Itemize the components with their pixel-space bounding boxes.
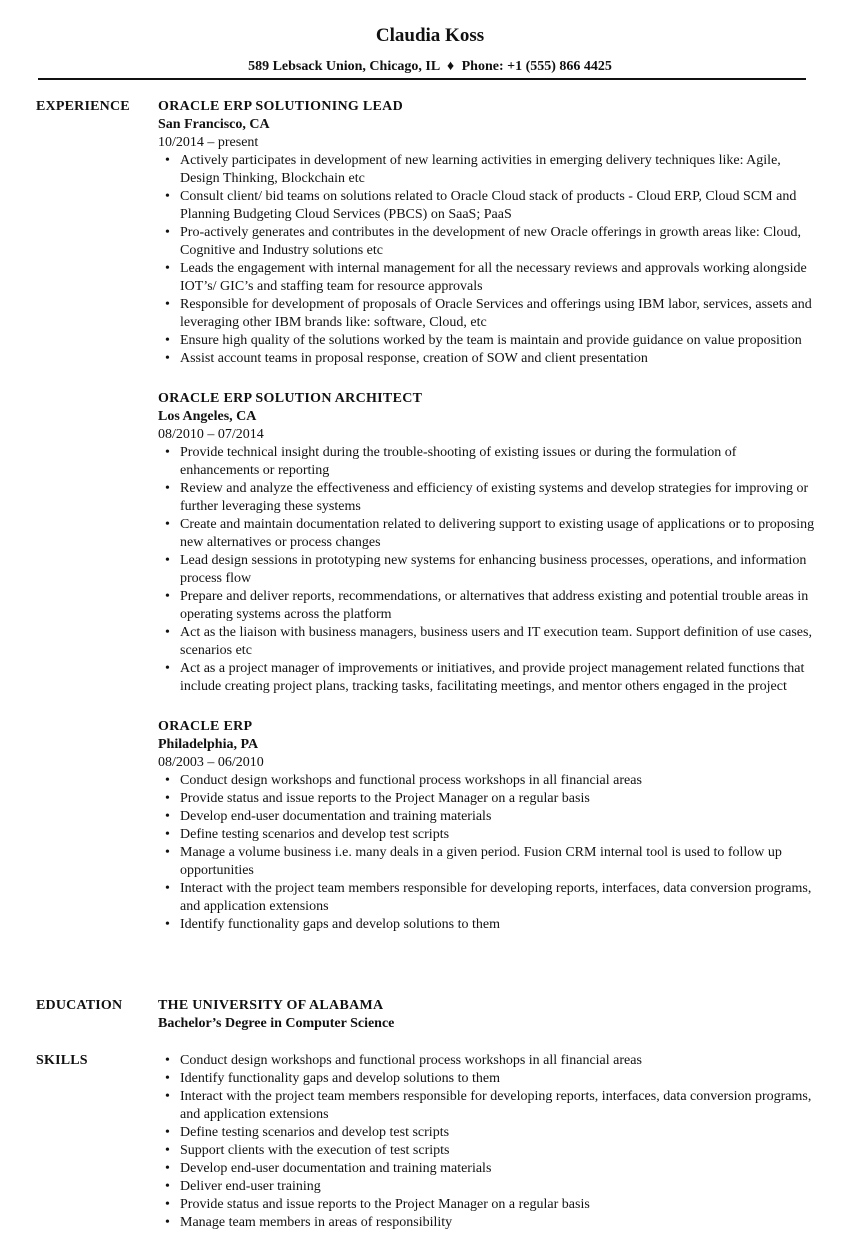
job-location: Los Angeles, CA: [158, 409, 257, 424]
list-item: • Leads the engagement with internal management for all the necessary reviews and approvals working alongside IOT’s/ GIC’s and staffing team for resource approvals: [165, 261, 807, 294]
bullet-icon: •: [165, 153, 170, 168]
bullet-icon: •: [165, 881, 170, 896]
list-item: • Identify functionality gaps and develop solutions to them: [165, 917, 500, 932]
skills-list: [158, 1052, 818, 1232]
list-item: • Review and analyze the effectiveness and efficiency of existing systems and develop strategies for improving or further leveraging these systems: [165, 481, 809, 514]
bullet-icon: •: [165, 625, 170, 640]
job-location: San Francisco, CA: [158, 117, 270, 132]
bullet-icon: •: [165, 297, 170, 312]
skills-bullets: [158, 1052, 818, 1232]
list-item: • Develop end-user documentation and training materials: [165, 809, 492, 824]
bullet-icon: •: [165, 517, 170, 532]
bullet-icon: •: [165, 773, 170, 788]
bullet-icon: •: [165, 661, 170, 676]
bullet-icon: •: [165, 1179, 170, 1194]
list-item: • Interact with the project team members responsible for developing reports, interfaces, data conversion programs, and application extensions: [165, 1089, 812, 1122]
job-dates: 10/2014 – present: [158, 135, 259, 150]
bullet-icon: •: [165, 917, 170, 932]
bullet-icon: •: [165, 1143, 170, 1158]
job-title: ORACLE ERP: [158, 719, 253, 734]
header-divider: [38, 78, 806, 80]
list-item: • Identify functionality gaps and develop solutions to them: [165, 1071, 500, 1086]
bullet-icon: •: [165, 261, 170, 276]
bullet-icon: •: [165, 189, 170, 204]
bullet-icon: •: [165, 1089, 170, 1104]
bullet-icon: •: [165, 225, 170, 240]
list-item: • Support clients with the execution of test scripts: [165, 1143, 450, 1158]
degree: Bachelor’s Degree in Computer Science: [158, 1016, 395, 1031]
list-item: • Deliver end-user training: [165, 1179, 321, 1194]
job-entry: [158, 390, 818, 696]
job-title: ORACLE ERP SOLUTIONING LEAD: [158, 99, 403, 114]
list-item: • Define testing scenarios and develop test scripts: [165, 1125, 450, 1140]
list-item: • Conduct design workshops and functional process workshops in all financial areas: [165, 773, 642, 788]
education-entry: [158, 997, 818, 1033]
job-bullets: [158, 152, 818, 368]
list-item: • Manage team members in areas of responsibility: [165, 1215, 453, 1230]
experience-list: [158, 98, 818, 956]
list-item: • Conduct design workshops and functional process workshops in all financial areas: [165, 1053, 642, 1068]
job-dates: 08/2010 – 07/2014: [158, 427, 264, 442]
diamond-separator-icon: ♦: [446, 59, 455, 74]
bullet-icon: •: [165, 1125, 170, 1140]
job-location: Philadelphia, PA: [158, 737, 259, 752]
list-item: • Act as a project manager of improvements or initiatives, and provide project management related functions that include creating project plans, tracking tasks, facilitating meetings, and mentor others engaged in the project: [165, 661, 805, 694]
list-item: • Develop end-user documentation and training materials: [165, 1161, 492, 1176]
section-label-education: EDUCATION: [36, 998, 123, 1013]
list-item: • Responsible for development of proposals of Oracle Services and offerings using IBM labor, services, assets and leveraging other IBM brands like: software, Cloud, etc: [165, 297, 812, 330]
list-item: • Define testing scenarios and develop test scripts: [165, 827, 450, 842]
bullet-icon: •: [165, 1197, 170, 1212]
candidate-name: Claudia Koss: [375, 25, 485, 46]
job-dates: 08/2003 – 06/2010: [158, 755, 264, 770]
job-title: ORACLE ERP SOLUTION ARCHITECT: [158, 391, 423, 406]
contact-line: [0, 58, 860, 76]
list-item: • Consult client/ bid teams on solutions related to Oracle Cloud stack of products - Cloud ERP, Cloud SCM and Planning Budgeting Cloud Services (PBCS) on SaaS; PaaS: [165, 189, 797, 222]
list-item: • Lead design sessions in prototyping new systems for enhancing business processes, operations, and information process flow: [165, 553, 807, 586]
list-item: • Create and maintain documentation related to delivering support to existing usage of applications or to proposing new alternatives or process changes: [165, 517, 815, 550]
school-name: THE UNIVERSITY OF ALABAMA: [158, 998, 384, 1013]
job-entry: [158, 718, 818, 934]
section-label-experience: EXPERIENCE: [36, 99, 130, 114]
section-label-skills: SKILLS: [36, 1053, 88, 1068]
bullet-icon: •: [165, 845, 170, 860]
address: 589 Lebsack Union, Chicago, IL: [248, 59, 440, 74]
bullet-icon: •: [165, 1161, 170, 1176]
list-item: • Provide status and issue reports to the Project Manager on a regular basis: [165, 791, 590, 806]
bullet-icon: •: [165, 827, 170, 842]
bullet-icon: •: [165, 1071, 170, 1086]
list-item: • Interact with the project team members responsible for developing reports, interfaces, data conversion programs, and application extensions: [165, 881, 812, 914]
bullet-icon: •: [165, 445, 170, 460]
bullet-icon: •: [165, 809, 170, 824]
bullet-icon: •: [165, 1053, 170, 1068]
phone: Phone: +1 (555) 866 4425: [461, 59, 612, 74]
list-item: • Actively participates in development of new learning activities in emerging delivery techniques like: Agile, Design Thinking, Blockchain etc: [165, 153, 781, 186]
bullet-icon: •: [165, 589, 170, 604]
list-item: • Provide status and issue reports to the Project Manager on a regular basis: [165, 1197, 590, 1212]
list-item: • Assist account teams in proposal response, creation of SOW and client presentation: [165, 351, 648, 366]
bullet-icon: •: [165, 553, 170, 568]
bullet-icon: •: [165, 791, 170, 806]
job-entry: [158, 98, 818, 368]
list-item: • Prepare and deliver reports, recommendations, or alternatives that address existing and potential trouble areas in operating systems across the platform: [165, 589, 809, 622]
job-bullets: [158, 772, 818, 934]
list-item: • Provide technical insight during the trouble-shooting of existing issues or during the formulation of enhancements or reporting: [165, 445, 737, 478]
bullet-icon: •: [165, 481, 170, 496]
list-item: • Act as the liaison with business managers, business users and IT execution team. Support definition of use cases, scenarios etc: [165, 625, 812, 658]
bullet-icon: •: [165, 1215, 170, 1230]
bullet-icon: •: [165, 333, 170, 348]
list-item: • Ensure high quality of the solutions worked by the team is maintain and provide guidance on value proposition: [165, 333, 802, 348]
job-bullets: [158, 444, 818, 696]
list-item: • Manage a volume business i.e. many deals in a given period. Fusion CRM internal tool is used to follow up opportunities: [165, 845, 782, 878]
bullet-icon: •: [165, 351, 170, 366]
list-item: • Pro-actively generates and contributes in the development of new Oracle offerings in growth areas like: Cloud, Cognitive and Industry solutions etc: [165, 225, 801, 258]
